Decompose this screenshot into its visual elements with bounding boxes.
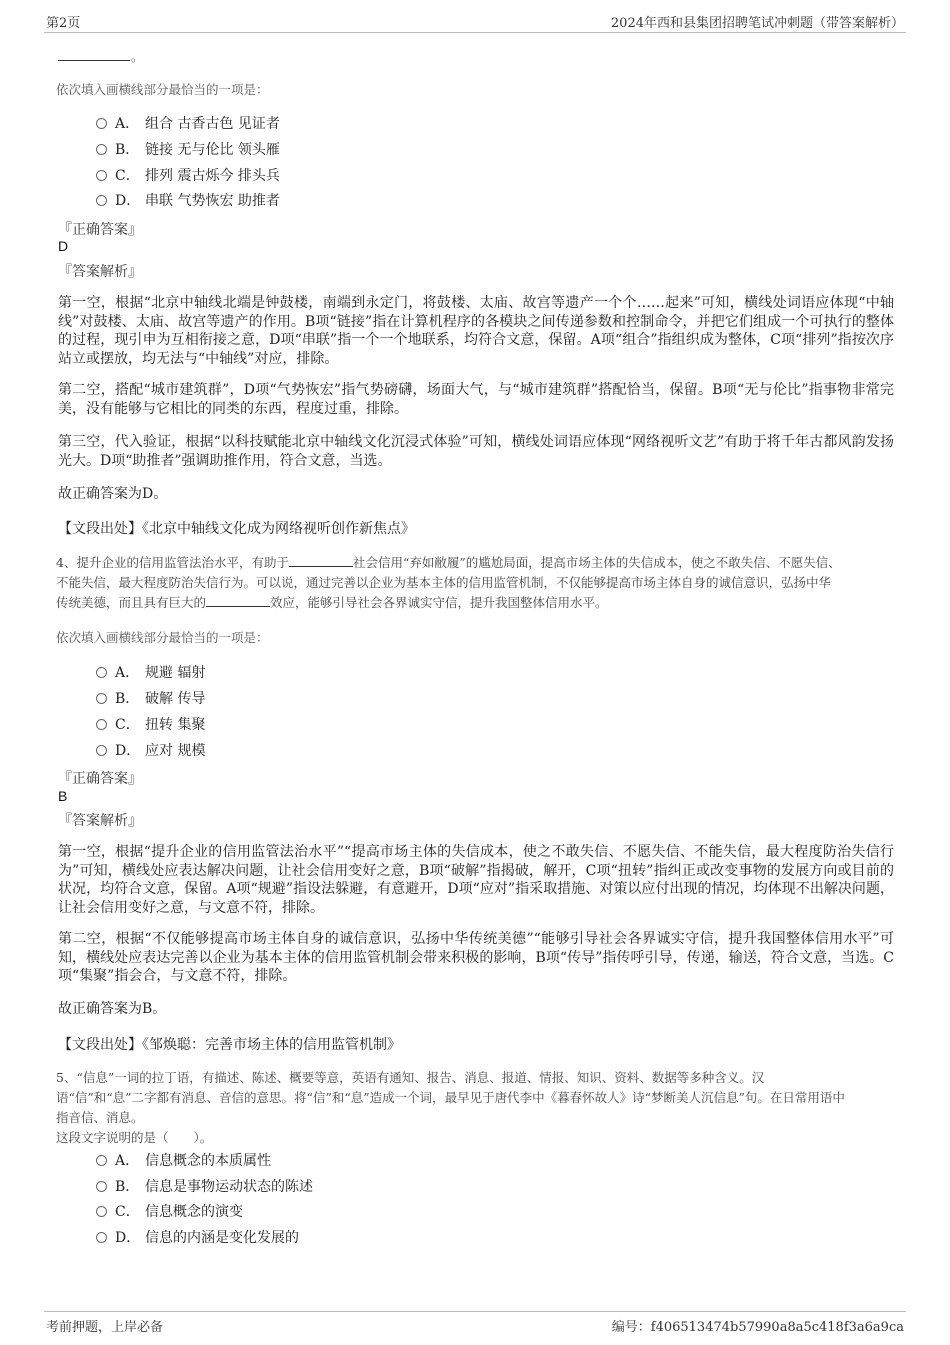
- q3-answer-label: 『正确答案』: [58, 222, 142, 238]
- q4-source: [58, 1034, 401, 1054]
- q5-stem: 5、“信息”一词的拉丁语，有描述、陈述、概要等意，英语有通知、报告、消息、报道、情报、知识、资料、数据等多种含义。汉 语“信”和“息”二字都有消息、音信的意思。将“信”和“息”造成一个词，最早见于唐代李中《暮春怀故人》诗“梦断美人沉信息”句。在日常用语中 指音信、消息。 这段文字说明的是（ ）。: [56, 1070, 845, 1145]
- q4-answer: B: [58, 788, 68, 804]
- source-label: 【文段出处】: [58, 521, 142, 537]
- source-title: 《邹焕聪：完善市场主体的信用监管机制》: [142, 1037, 401, 1053]
- q3-option-c[interactable]: C． 排列 震古烁今 排头兵: [96, 166, 280, 186]
- q4-option-d[interactable]: D． 应对 规模: [96, 741, 205, 761]
- radio-icon[interactable]: [96, 144, 107, 155]
- document-title: 2024年西和县集团招聘笔试冲刺题（带答案解析）: [610, 16, 904, 31]
- q3-option-a[interactable]: A． 组合 古香古色 见证者: [96, 114, 280, 134]
- radio-icon[interactable]: [96, 745, 107, 756]
- blank-tail: 。: [131, 49, 144, 64]
- q5-option-b[interactable]: B． 信息是事物运动状态的陈述: [96, 1177, 313, 1197]
- fill-blank-line: [289, 554, 353, 567]
- q3-analysis-p3: 第三空，代入验证，根据“以科技赋能北京中轴线文化沉浸式体验”可知，横线处词语应体现“网络视听文艺”有助于将千年古都风韵发扬光大。D项“助推者”强调助推作用，符合文意，当选。: [58, 434, 894, 469]
- q5-option-c[interactable]: C． 信息概念的演变: [96, 1202, 243, 1222]
- document-code: 编号：f406513474b57990a8a5c418f3a6a9ca: [611, 1320, 904, 1335]
- q3-instruction: 依次填入画横线部分最恰当的一项是：: [56, 82, 269, 97]
- q3-option-d[interactable]: D． 串联 气势恢宏 助推者: [96, 191, 280, 211]
- fill-blank-line: [58, 60, 130, 61]
- q4-option-c[interactable]: C． 扭转 集聚: [96, 715, 205, 735]
- q3-analysis-conclusion: 故正确答案为D。: [58, 486, 168, 502]
- radio-icon[interactable]: [96, 1232, 107, 1243]
- page-number: 第2页: [46, 16, 81, 31]
- q4-option-b[interactable]: B． 破解 传导: [96, 689, 205, 709]
- q3-source: [58, 518, 415, 538]
- source-title: 《北京中轴线文化成为网络视听创作新焦点》: [142, 521, 415, 537]
- q3-analysis-p2: 第二空，搭配“城市建筑群”，D项“气势恢宏”指气势磅礴，场面大气，与“城市建筑群”搭配恰当，保留。B项“无与伦比”指事物非常完美，没有能够与它相比的同类的东西，程度过重，排除。: [58, 382, 894, 417]
- q4-instruction: 依次填入画横线部分最恰当的一项是：: [56, 630, 269, 645]
- radio-icon[interactable]: [96, 1155, 107, 1166]
- q3-option-b[interactable]: B． 链接 无与伦比 领头雁: [96, 140, 280, 160]
- fill-blank-line: [206, 594, 270, 607]
- source-label: 【文段出处】: [58, 1037, 142, 1053]
- radio-icon[interactable]: [96, 170, 107, 181]
- radio-icon[interactable]: [96, 195, 107, 206]
- q4-answer-label: 『正确答案』: [58, 771, 142, 787]
- q4-analysis-label: 『答案解析』: [58, 813, 142, 829]
- radio-icon[interactable]: [96, 693, 107, 704]
- page-header: [44, 12, 906, 33]
- radio-icon[interactable]: [96, 118, 107, 129]
- q5-option-a[interactable]: A． 信息概念的本质属性: [96, 1151, 271, 1171]
- q4-stem: 4、提升企业的信用监管法治水平，有助于 社会信用“弃如敝履”的尴尬局面，提高市场主体的失信成本，使之不敢失信、不愿失信、 不能失信，最大程度防治失信行为。可以说，通过完善以企业为基本主体的信用监管机制，不仅能够提高市场主体自身的诚信意识，弘扬中华 传统美德，而且具有巨大的 效应，能够引导社会各界诚实守信，提升我国整体信用水平。: [56, 555, 841, 610]
- q4-option-a[interactable]: A． 规避 辐射: [96, 663, 205, 683]
- radio-icon[interactable]: [96, 719, 107, 730]
- page-footer: [44, 1311, 906, 1336]
- radio-icon[interactable]: [96, 667, 107, 678]
- q3-analysis-label: 『答案解析』: [58, 264, 142, 280]
- q3-answer: D: [58, 238, 69, 254]
- footer-slogan: 考前押题，上岸必备: [46, 1320, 164, 1335]
- q4-analysis-p2: 第二空，根据“不仅能够提高市场主体自身的诚信意识，弘扬中华传统美德”“能够引导社会各界诚实守信，提升我国整体信用水平”可知，横线处应表达完善以企业为基本主体的信用监管机制会带来积极的影响，B项“传导”指传呼引导，传递，输送，符合文意，当选。C项“集聚”指会合，与文意不符，排除。: [58, 931, 894, 984]
- q4-analysis-conclusion: 故正确答案为B。: [58, 1001, 167, 1017]
- radio-icon[interactable]: [96, 1206, 107, 1217]
- q3-analysis-p1: 第一空，根据“北京中轴线北端是钟鼓楼，南端到永定门，将鼓楼、太庙、故宫等遗产一个个……起来”可知，横线处词语应体现“中轴线”对鼓楼、太庙、故宫等遗产的作用。B项“链接”指在计算机程序的各模块之间传递参数和控制命令，并把它们组成一个可执行的整体的过程，现引申为互相衔接之意，D项“串联”指一个一个地联系，均符合文意，保留。A项“组合”指组织成为整体，C项“排列”指按次序站立或摆放，均无法与“中轴线”对应，排除。: [58, 295, 894, 367]
- q5-option-d[interactable]: D． 信息的内涵是变化发展的: [96, 1228, 299, 1248]
- q4-analysis-p1: 第一空，根据“提升企业的信用监管法治水平”“提高市场主体的失信成本，使之不敢失信、不愿失信、不能失信，最大程度防治失信行为”可知，横线处应表达解决问题，让社会信用变好之意，B项“破解”指揭破，解开，C项“扭转”指纠正或改变事物的发展方向或目前的状况，均符合文意，保留。A项“规避”指设法躲避，有意避开，D项“应对”指采取措施、对策以应付出现的情况，均体现不出解决问题，让社会信用变好之意，与文意不符，排除。: [58, 844, 894, 916]
- radio-icon[interactable]: [96, 1181, 107, 1192]
